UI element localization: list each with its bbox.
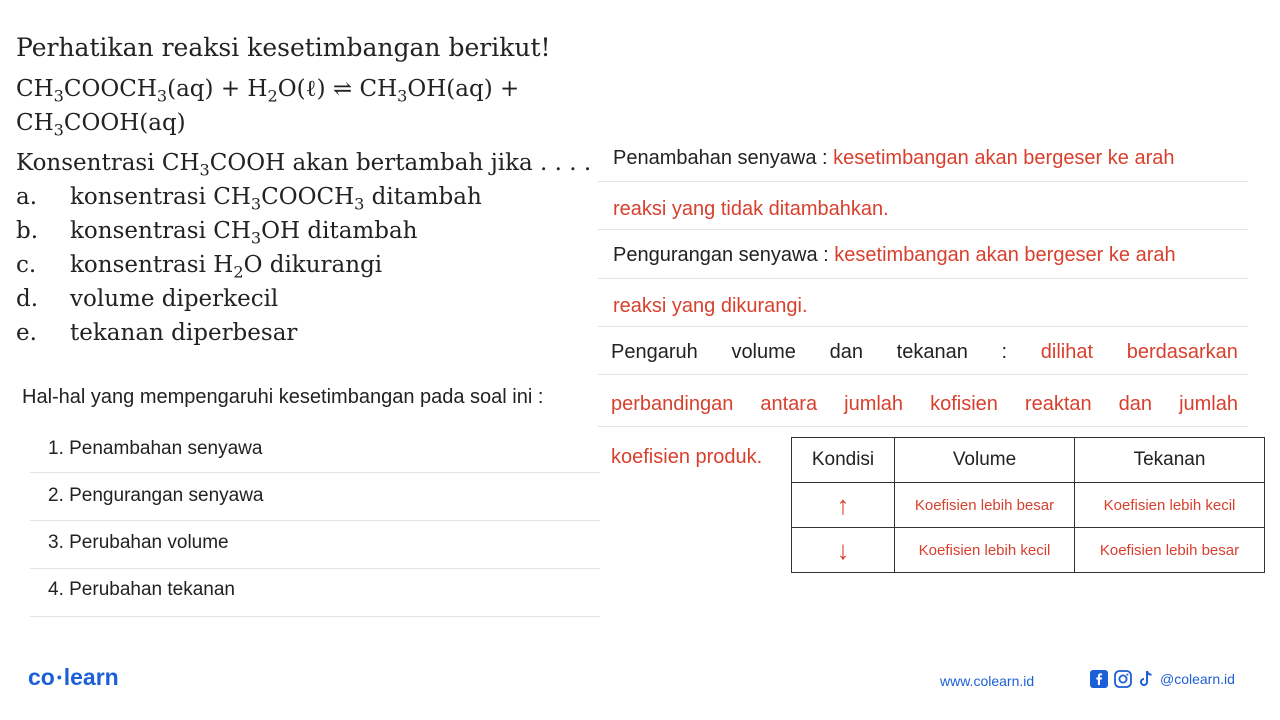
volume-pressure-explanation: Pengaruh volume dan tekanan : dilihat berdasarkan [611, 341, 1238, 363]
header-kondisi: Kondisi [792, 438, 895, 483]
option-d: d. volume diperkecil [16, 286, 279, 312]
addition-explanation: Penambahan senyawa : kesetimbangan akan bergeser ke arah [613, 147, 1175, 169]
addition-explanation-cont: reaksi yang tidak ditambahkan. [613, 198, 889, 220]
question-stem: Konsentrasi $CH_3COOH$ akan bertambah jika . . . . [16, 150, 592, 180]
social-handle[interactable]: @colearn.id [1160, 671, 1235, 687]
condition-table [791, 437, 1265, 573]
divider [30, 568, 600, 569]
factor-item: 2. Pengurangan senyawa [48, 485, 264, 506]
divider [598, 326, 1248, 327]
divider [30, 520, 600, 521]
divider [598, 181, 1248, 182]
table-cell: Koefisien lebih besar [1075, 528, 1265, 573]
divider [598, 374, 1248, 375]
option-e: e. tekanan diperbesar [16, 320, 298, 346]
instagram-icon[interactable] [1114, 670, 1132, 688]
table-row [792, 483, 1265, 528]
arrow-up-icon: ↑ [792, 483, 895, 528]
factor-item: 1. Penambahan senyawa [48, 438, 263, 459]
header-volume: Volume [895, 438, 1075, 483]
website-link[interactable]: www.colearn.id [940, 673, 1035, 689]
option-b: b. konsentrasi $CH_3OH$ ditambah [16, 218, 418, 248]
volume-pressure-explanation-end: koefisien produk. [611, 446, 763, 468]
factors-title: Hal-hal yang mempengaruhi kesetimbangan pada soal ini : [22, 386, 544, 408]
factor-item: 4. Perubahan tekanan [48, 579, 235, 600]
divider [30, 616, 600, 617]
option-c: c. konsentrasi $H_2O$ dikurangi [16, 252, 383, 282]
facebook-icon[interactable] [1090, 670, 1108, 688]
divider [598, 229, 1248, 230]
divider [598, 426, 1248, 427]
table-header-row [792, 438, 1265, 483]
social-links [1090, 670, 1235, 688]
divider [30, 472, 600, 473]
colearn-logo: co •learn [28, 664, 119, 690]
table-cell: Koefisien lebih besar [895, 483, 1075, 528]
subtraction-explanation: Pengurangan senyawa : kesetimbangan akan bergeser ke arah [613, 244, 1176, 266]
factor-item: 3. Perubahan volume [48, 532, 229, 553]
divider [598, 278, 1248, 279]
reaction-equation-line-2: $CH_3COOH(aq)$ [16, 110, 186, 140]
subtraction-explanation-cont: reaksi yang dikurangi. [613, 295, 808, 317]
volume-pressure-explanation-cont: perbandingan antara jumlah kofisien reaktan dan jumlah [611, 393, 1238, 415]
option-a: a. konsentrasi $CH_3COOCH_3$ ditambah [16, 184, 482, 214]
reaction-equation-line-1: $CH_3COOCH_3(aq)$ + $H_2O(\ell)$ ⇌ $CH_3OH(aq)$ + [16, 76, 520, 106]
table-row [792, 528, 1265, 573]
table-cell: Koefisien lebih kecil [895, 528, 1075, 573]
arrow-down-icon: ↓ [792, 528, 895, 573]
tiktok-icon[interactable] [1138, 670, 1154, 688]
table-cell: Koefisien lebih kecil [1075, 483, 1265, 528]
header-tekanan: Tekanan [1075, 438, 1265, 483]
equilibrium-arrow: ⇌ [332, 76, 353, 102]
question-intro: Perhatikan reaksi kesetimbangan berikut! [16, 33, 551, 62]
